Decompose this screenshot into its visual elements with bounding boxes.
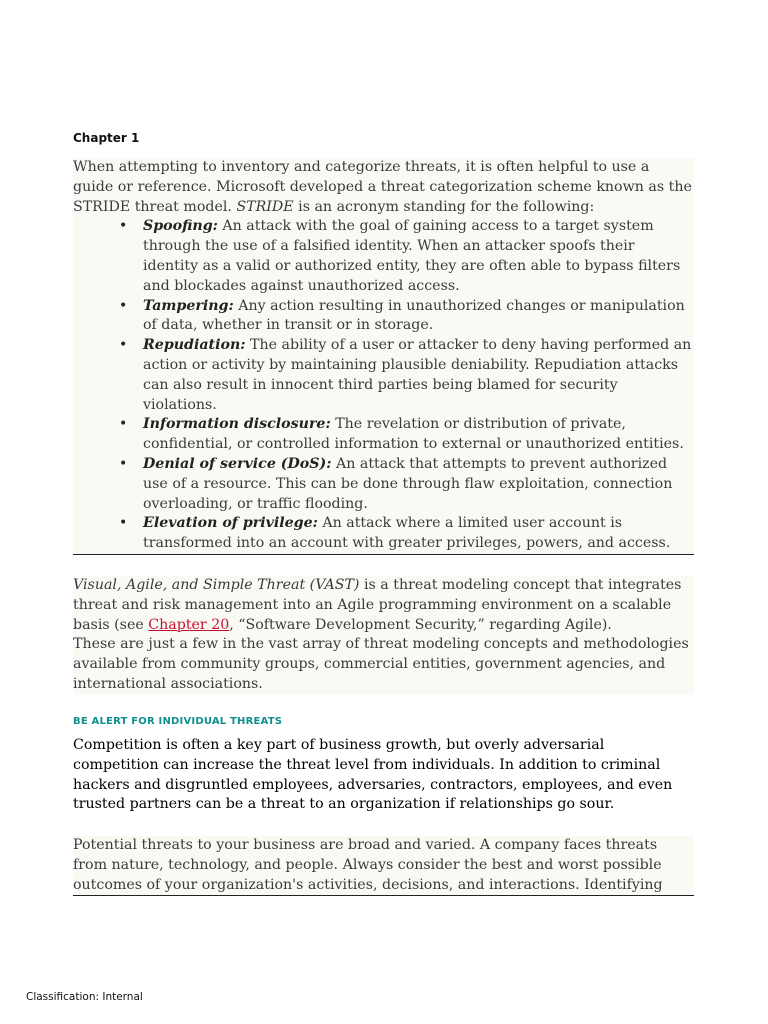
bullet-icon: • <box>119 337 128 354</box>
stride-item-denial-of-service <box>119 455 694 514</box>
definition-denial-of-service: An attack that attempts to prevent authorized use of a resource. This can be done through flaw exploitation, connection overloading, or traffic flooding. <box>143 455 673 512</box>
classification-label: Classification: Internal <box>26 991 143 1003</box>
bullet-icon: • <box>119 515 128 532</box>
vast-text: is a threat modeling concept that integrates threat and risk management into an Agile programming environment on a scalable basis (see <box>73 577 682 633</box>
chapter-20-link[interactable]: Chapter 20 <box>148 616 230 633</box>
definition-tampering: Any action resulting in unauthorized changes or manipulation of data, whether in transit or in storage. <box>143 297 685 334</box>
intro-text-end: is an acronym standing for the following: <box>293 198 595 215</box>
stride-item-repudiation <box>119 336 694 415</box>
term-information-disclosure: Information disclosure: <box>143 416 331 433</box>
chapter-label: Chapter 1 <box>73 131 140 145</box>
stride-item-tampering <box>119 297 694 337</box>
term-elevation-of-privilege: Elevation of privilege: <box>143 515 318 532</box>
alert-heading: BE ALERT FOR INDIVIDUAL THREATS <box>73 716 283 727</box>
definition-elevation-of-privilege: An attack where a limited user account is transformed into an account with greater privileges, powers, and access. <box>143 515 671 552</box>
definition-information-disclosure: The revelation or distribution of private, confidential, or controlled information to external or unauthorized entities. <box>143 416 684 453</box>
stride-item-information-disclosure <box>119 415 694 455</box>
term-tampering: Tampering: <box>143 297 234 314</box>
intro-text: When attempting to inventory and categorize threats, it is often helpful to use a guide or reference. Microsoft developed a threat categorization scheme known as the STRIDE threat model. <box>73 159 692 215</box>
bullet-icon: • <box>119 416 128 433</box>
stride-item-spoofing <box>119 217 694 296</box>
vast-paragraph <box>73 576 694 635</box>
stride-section <box>73 158 694 555</box>
potential-threats-section <box>73 836 694 896</box>
definition-repudiation: The ability of a user or attacker to deny having performed an action or activity by maintaining plausible deniability. Repudiation attacks can also result in innocent third parties being blamed for security violations. <box>143 337 692 413</box>
term-spoofing: Spoofing: <box>143 218 218 235</box>
potential-threats-paragraph: Potential threats to your business are broad and varied. A company faces threats from nature, technology, and people. Always consider the best and worst possible outcomes of your organization's activities, decisions, and interactions. Identifying <box>73 837 663 893</box>
term-repudiation: Repudiation: <box>143 337 246 354</box>
definition-spoofing: An attack with the goal of gaining access to a target system through the use of a falsified identity. When an attacker spoofs their identity as a valid or authorized entity, they are often able to bypass filters and blockades against unauthorized access. <box>143 218 681 294</box>
closing-paragraph: These are just a few in the vast array of threat modeling concepts and methodologies available from community groups, commercial entities, government agencies, and international associations. <box>73 636 689 692</box>
stride-acronym: STRIDE <box>236 198 294 215</box>
vast-section <box>73 576 694 695</box>
term-denial-of-service: Denial of service (DoS): <box>143 455 332 472</box>
vast-name: Visual, Agile, and Simple Threat (VAST) <box>73 577 360 593</box>
vast-text-end: , “Software Development Security,” regarding Agile). <box>229 616 612 633</box>
bullet-icon: • <box>119 297 128 314</box>
bullet-icon: • <box>119 455 128 472</box>
stride-intro <box>73 158 694 217</box>
alert-body: Competition is often a key part of business growth, but overly adversarial competition can increase the threat level from individuals. In addition to criminal hackers and disgruntled employees, adversaries, contractors, employees, and even trusted partners can be a threat to an organization if relationships go sour. <box>73 737 673 813</box>
bullet-icon: • <box>119 218 128 235</box>
stride-item-elevation-of-privilege <box>119 514 694 554</box>
stride-list <box>73 217 694 554</box>
